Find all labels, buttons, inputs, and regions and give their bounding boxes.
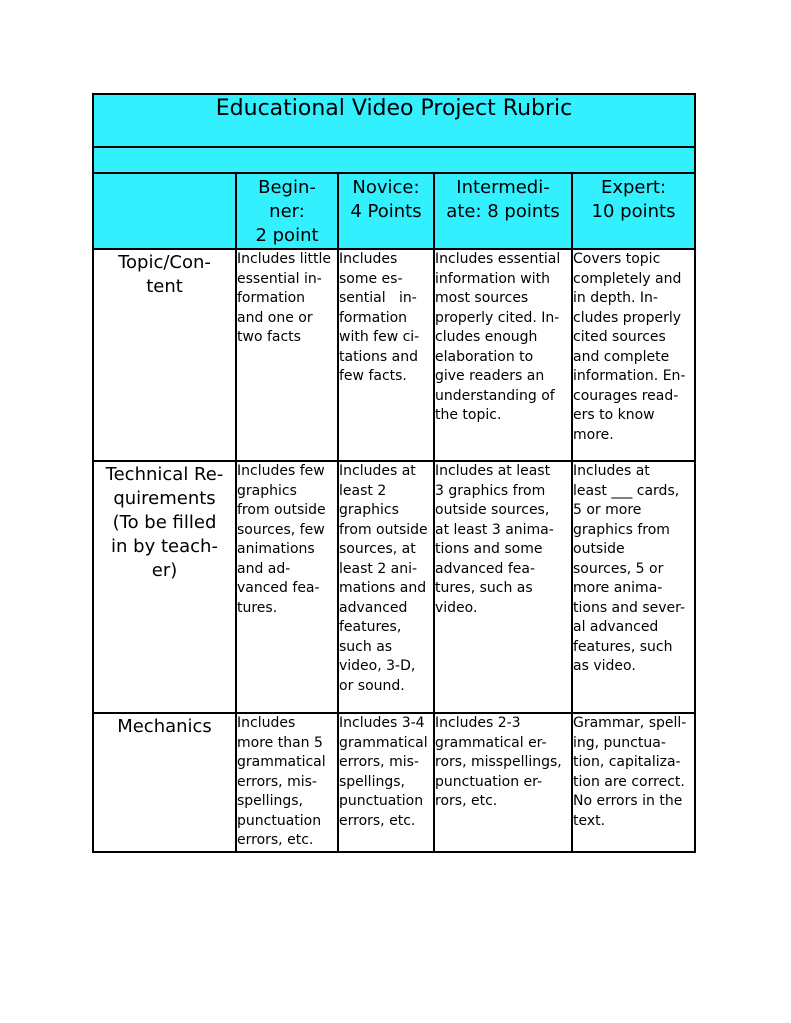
- rubric-cell: [236, 461, 338, 713]
- cell-line: information. En-: [573, 368, 686, 384]
- cell-line: least 2 ani-: [339, 560, 418, 577]
- column-header-beginner: [236, 173, 338, 249]
- row-label-line: Topic/Con-: [118, 252, 211, 273]
- criteria-row-topic: [93, 249, 695, 461]
- cell-line: in depth. In-: [573, 290, 658, 306]
- cell-line: Includes at: [573, 463, 650, 479]
- cell-line: tions and some: [435, 541, 543, 557]
- cell-line: Includes few: [237, 463, 325, 479]
- cell-line: outside sources,: [435, 502, 550, 518]
- cell-line: essential in-: [237, 270, 322, 287]
- cell-line: Includes: [237, 715, 296, 731]
- cell-line: video, 3-D,: [339, 658, 416, 674]
- cell-line: cludes enough: [435, 329, 538, 345]
- cell-line: Includes at least: [435, 463, 551, 479]
- cell-line: vanced fea-: [237, 580, 320, 596]
- cell-line: Includes essential: [435, 251, 561, 267]
- cell-line: tations and: [339, 348, 418, 365]
- cell-line: tion, capitaliza-: [573, 754, 681, 770]
- cell-line: least 2: [339, 482, 387, 499]
- header-line: 4 Points: [350, 201, 422, 222]
- header-line: Expert:: [600, 177, 667, 198]
- cell-line: errors, etc.: [339, 812, 416, 829]
- cell-line: and ad-: [237, 560, 291, 577]
- cell-line: 3 graphics from: [435, 482, 546, 499]
- cell-line: punctuation er-: [435, 773, 543, 790]
- cell-line: advanced: [339, 599, 408, 616]
- cell-line: outside: [573, 541, 625, 557]
- cell-line: Includes 2-3: [435, 715, 521, 731]
- cell-line: more anima-: [573, 580, 663, 596]
- cell-line: grammatical er-: [435, 734, 547, 751]
- cell-line: Covers topic: [573, 251, 661, 267]
- column-header-expert: [572, 173, 695, 249]
- cell-line: errors, mis-: [339, 754, 419, 770]
- header-line: ate: 8 points: [446, 201, 560, 222]
- cell-line: graphics from: [573, 521, 670, 538]
- row-label-line: (To be filled: [112, 512, 217, 533]
- rubric-table: [92, 93, 696, 853]
- row-label-line: er): [151, 560, 178, 581]
- cell-line: or sound.: [339, 677, 405, 694]
- cell-line: rors, etc.: [435, 793, 498, 809]
- cell-line: Includes little: [237, 251, 331, 267]
- cell-line: some es-: [339, 270, 403, 287]
- cell-line: tions and sever-: [573, 599, 686, 616]
- cell-line: mations and: [339, 580, 427, 596]
- row-label-line: Mechanics: [117, 716, 212, 737]
- header-line: Novice:: [352, 177, 420, 198]
- cell-line: punctuation: [237, 812, 322, 829]
- header-line: Begin-: [258, 177, 316, 198]
- cell-line: Includes: [339, 251, 398, 267]
- criteria-row-mechanics: [93, 713, 695, 852]
- cell-line: ing, punctua-: [573, 734, 666, 751]
- cell-line: Grammar, spell-: [573, 715, 687, 731]
- cell-line: sential in-: [339, 290, 417, 306]
- criteria-row-technical: [93, 461, 695, 713]
- header-line: ner:: [269, 201, 305, 222]
- row-label-line: Technical Re-: [105, 464, 224, 485]
- header-line: Intermedi-: [456, 177, 550, 198]
- cell-line: animations: [237, 541, 315, 557]
- rubric-cell: [572, 713, 695, 852]
- rubric-cell: [572, 249, 695, 461]
- cell-line: graphics: [339, 502, 399, 518]
- cell-line: cludes properly: [573, 309, 682, 326]
- cell-line: give readers an: [435, 368, 545, 384]
- cell-line: video.: [435, 599, 478, 616]
- cell-line: more than 5: [237, 734, 323, 751]
- cell-line: courages read-: [573, 387, 679, 404]
- cell-line: more.: [573, 426, 614, 443]
- cell-line: Includes 3-4: [339, 715, 425, 731]
- cell-line: features,: [339, 619, 402, 635]
- rubric-cell: [434, 249, 572, 461]
- cell-line: elaboration to: [435, 348, 534, 365]
- cell-line: tures, such as: [435, 580, 533, 596]
- title-row: [93, 94, 695, 147]
- cell-line: features, such: [573, 638, 673, 655]
- row-label-line: quirements: [113, 488, 216, 509]
- spacer-row: [93, 147, 695, 173]
- cell-line: as video.: [573, 658, 636, 674]
- row-label-line: in by teach-: [111, 536, 218, 557]
- cell-line: information with: [435, 270, 550, 287]
- cell-line: errors, mis-: [237, 773, 317, 790]
- cell-line: the topic.: [435, 407, 502, 423]
- cell-line: sources, 5 or: [573, 560, 664, 577]
- rubric-title: Educational Video Project Rubric: [93, 94, 695, 147]
- cell-line: spellings,: [339, 773, 405, 790]
- cell-line: ers to know: [573, 407, 655, 423]
- cell-line: from outside: [339, 521, 428, 538]
- cell-line: completely and: [573, 270, 682, 287]
- cell-line: graphics: [237, 482, 297, 499]
- rubric-cell: [434, 461, 572, 713]
- cell-line: punctuation: [339, 793, 424, 809]
- cell-line: sources, at: [339, 541, 416, 557]
- cell-line: formation: [237, 290, 306, 306]
- row-label-line: tent: [146, 276, 183, 297]
- rubric-cell: [338, 713, 434, 852]
- cell-line: Includes at: [339, 463, 416, 479]
- cell-line: tion are correct.: [573, 773, 685, 790]
- corner-cell: [93, 173, 236, 249]
- rubric-cell: [236, 249, 338, 461]
- cell-line: least ___ cards,: [573, 482, 680, 499]
- header-line: 10 points: [591, 201, 676, 222]
- cell-line: with few ci-: [339, 329, 420, 345]
- cell-line: spellings,: [237, 793, 303, 809]
- row-label-topic-content: [93, 249, 236, 461]
- header-row: [93, 173, 695, 249]
- cell-line: two facts: [237, 329, 301, 345]
- column-header-intermediate: [434, 173, 572, 249]
- cell-line: text.: [573, 812, 606, 829]
- cell-line: and one or: [237, 309, 313, 326]
- cell-line: al advanced: [573, 619, 659, 635]
- cell-line: and complete: [573, 348, 670, 365]
- cell-line: sources, few: [237, 521, 325, 538]
- column-header-novice: [338, 173, 434, 249]
- cell-line: tures.: [237, 599, 278, 616]
- cell-line: grammatical: [237, 754, 326, 770]
- row-label-mechanics: [93, 713, 236, 852]
- cell-line: properly cited. In-: [435, 309, 560, 326]
- cell-line: rors, misspellings,: [435, 754, 562, 770]
- cell-line: grammatical: [339, 734, 428, 751]
- cell-line: advanced fea-: [435, 560, 536, 577]
- rubric-cell: [434, 713, 572, 852]
- cell-line: errors, etc.: [237, 832, 314, 848]
- rubric-cell: [338, 249, 434, 461]
- cell-line: such as: [339, 638, 393, 655]
- cell-line: understanding of: [435, 387, 555, 404]
- row-label-technical-requirements: [93, 461, 236, 713]
- header-line: 2 point: [255, 225, 319, 246]
- cell-line: few facts.: [339, 368, 407, 384]
- cell-line: formation: [339, 309, 408, 326]
- rubric-cell: [338, 461, 434, 713]
- blank-band: [93, 147, 695, 173]
- cell-line: at least 3 anima-: [435, 521, 554, 538]
- cell-line: 5 or more: [573, 502, 642, 518]
- rubric-cell: [572, 461, 695, 713]
- cell-line: from outside: [237, 502, 326, 518]
- cell-line: most sources: [435, 290, 529, 306]
- cell-line: cited sources: [573, 329, 666, 345]
- cell-line: No errors in the: [573, 793, 683, 809]
- rubric-cell: [236, 713, 338, 852]
